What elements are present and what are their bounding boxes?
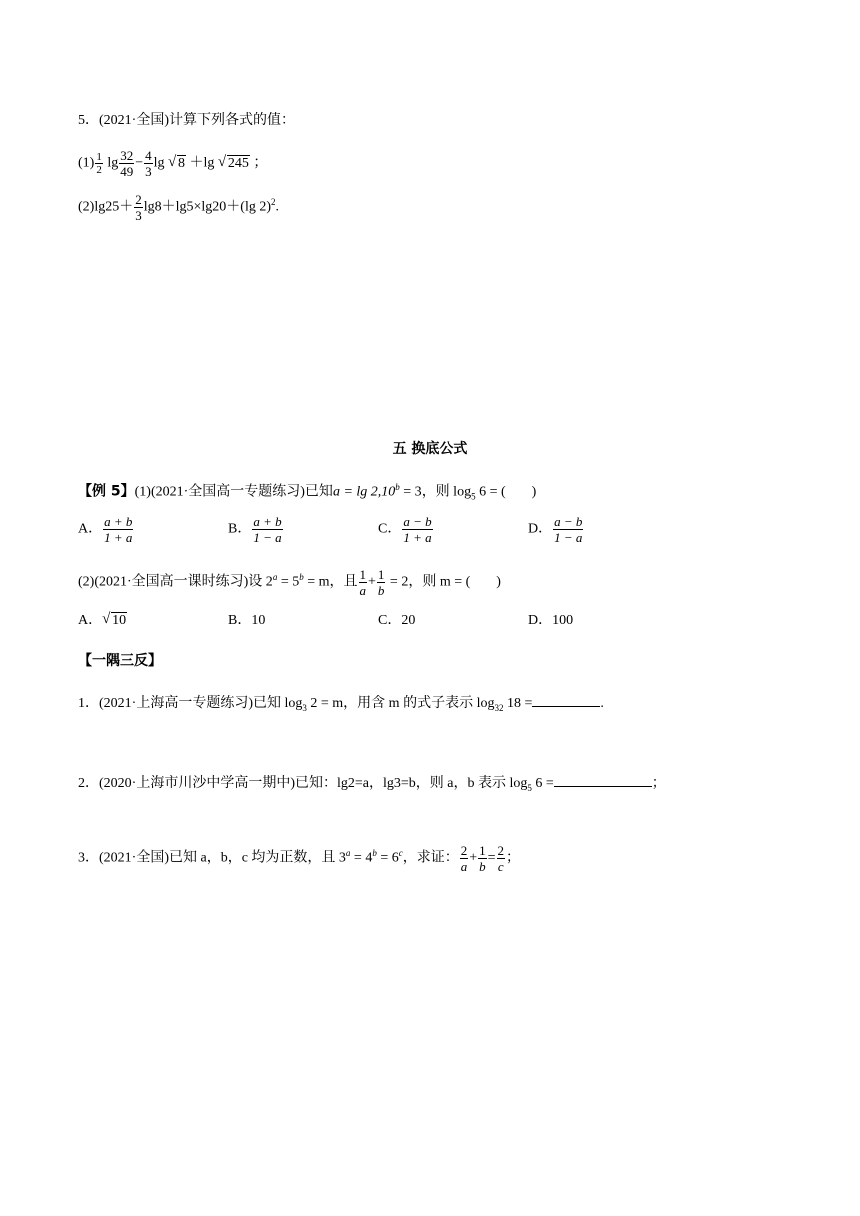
p2-plus: + bbox=[368, 574, 376, 590]
lg-3: lg bbox=[203, 155, 215, 171]
answer-blank[interactable] bbox=[554, 772, 652, 787]
option-c-2[interactable] bbox=[378, 611, 415, 631]
q3-f2-den: b bbox=[479, 859, 486, 874]
option-fraction bbox=[402, 514, 432, 545]
practice-q3-e1: a bbox=[345, 848, 351, 859]
p2-fraction-1 bbox=[359, 567, 368, 598]
practice-q1 bbox=[78, 692, 604, 718]
q3-f1-den: a bbox=[460, 859, 468, 874]
part2-rest: lg8＋lg5×lg20＋(lg 2) bbox=[143, 199, 271, 215]
option-den: 1 − a bbox=[253, 530, 282, 545]
p2-f2-den: b bbox=[377, 583, 385, 598]
sqrt-245 bbox=[218, 154, 250, 174]
option-a-2[interactable] bbox=[78, 611, 127, 631]
option-letter: C． bbox=[378, 521, 402, 537]
section-title: 五 换底公式 bbox=[392, 441, 468, 457]
option-fraction bbox=[252, 514, 282, 545]
option-letter: D． bbox=[528, 613, 553, 628]
practice-q2-end: ； bbox=[651, 776, 666, 791]
option-letter: B． bbox=[228, 613, 252, 628]
q5-part1-label: (1) bbox=[78, 155, 95, 171]
option-fraction bbox=[553, 514, 583, 545]
half-fraction bbox=[95, 151, 103, 176]
minus: − bbox=[135, 155, 144, 171]
option-a-1[interactable] bbox=[78, 514, 134, 545]
part2-frac-num: 2 bbox=[135, 192, 142, 207]
example5-p1-then: ，则 log bbox=[421, 484, 472, 500]
example5-p2-exp-a: a bbox=[272, 572, 278, 583]
option-num: a − b bbox=[554, 514, 583, 529]
option-den: 1 − a bbox=[554, 530, 583, 545]
practice-q3-stem: 3．(2021·全国)已知 a，b，c 均为正数，且 3 bbox=[78, 850, 346, 866]
option-num: a + b bbox=[253, 514, 282, 529]
q3-fraction-3 bbox=[497, 843, 506, 874]
part2-label: (2)lg25＋ bbox=[78, 199, 134, 215]
fraction-2-3 bbox=[134, 192, 143, 223]
practice-q3-m1: = 4 bbox=[350, 850, 373, 866]
option-den: 1 + a bbox=[403, 530, 432, 545]
example5-p2-end: = m，且 bbox=[303, 574, 358, 590]
option-letter: B． bbox=[228, 521, 252, 537]
part2-exp: 2 bbox=[271, 197, 276, 208]
practice-q1-mid: 2 = m，用含 m 的式子表示 log bbox=[306, 696, 495, 711]
option-num: a − b bbox=[403, 514, 432, 529]
practice-q1-base1: 3 bbox=[302, 702, 307, 713]
practice-q2-arg: 6 = bbox=[531, 776, 554, 791]
option-letter: A． bbox=[78, 521, 103, 537]
practice-q1-end: . bbox=[600, 696, 604, 711]
option-b-1[interactable] bbox=[228, 514, 284, 545]
q3-eq: = bbox=[487, 850, 496, 866]
frac1-num: 32 bbox=[120, 148, 134, 163]
option-den: 1 + a bbox=[104, 530, 133, 545]
example5-p1-cond: a = lg 2,10 bbox=[332, 484, 396, 500]
q3-plus: + bbox=[469, 850, 478, 866]
sqrt-8-radicand: 8 bbox=[178, 155, 186, 171]
q3-fraction-1 bbox=[460, 843, 469, 874]
example5-p2-close: ) bbox=[496, 574, 501, 590]
option-d-2[interactable] bbox=[528, 611, 573, 631]
part1-end: ； bbox=[253, 155, 268, 171]
practice-q2 bbox=[78, 772, 666, 798]
practice-q1-base2: 32 bbox=[494, 702, 504, 713]
practice-q3-m2: = 6 bbox=[376, 850, 399, 866]
q3-f3-den: c bbox=[497, 859, 504, 874]
sqrt-245-radicand: 245 bbox=[227, 155, 249, 171]
q3-fraction-2 bbox=[478, 843, 487, 874]
answer-blank[interactable] bbox=[532, 692, 600, 707]
half-den: 2 bbox=[96, 164, 102, 176]
q5-stem-text: 5．(2021·全国)计算下列各式的值： bbox=[78, 113, 295, 128]
q3-f3-num: 2 bbox=[497, 843, 505, 858]
example5-part1 bbox=[78, 477, 536, 506]
practice-q3-prove: ，求证： bbox=[402, 850, 459, 866]
plus-1: ＋ bbox=[189, 155, 204, 171]
example5-p1-close: ) bbox=[531, 484, 537, 500]
practice-q2-stem: 2．(2020·上海市川沙中学高一期中)已知：lg2=a，lg3=b，则 a，b 表示 log bbox=[78, 776, 528, 791]
option-letter: D． bbox=[528, 521, 553, 537]
practice-title: 【一隅三反】 bbox=[78, 653, 162, 669]
practice-q3-e3: c bbox=[398, 848, 403, 859]
option-value: 100 bbox=[552, 613, 574, 628]
p2-f1-num: 1 bbox=[359, 567, 367, 582]
p2-f1-den: a bbox=[359, 583, 367, 598]
lg-2: lg bbox=[153, 155, 165, 171]
example5-p1-exp: b bbox=[395, 482, 400, 492]
sqrt-10-radicand: 10 bbox=[112, 613, 127, 628]
practice-q3-end: ； bbox=[506, 850, 521, 866]
q3-f2-num: 1 bbox=[479, 843, 486, 858]
q5-part1 bbox=[78, 148, 267, 179]
q3-f1-num: 2 bbox=[460, 843, 468, 858]
practice-q3-e2: b bbox=[372, 848, 377, 859]
example5-p1-cond-end: = 3 bbox=[399, 484, 422, 500]
example5-p2-eq: = 2，则 m = ( bbox=[386, 574, 471, 590]
example5-p1-stem: (1)(2021·全国高一专题练习)已知 bbox=[134, 484, 333, 500]
part2-frac-den: 3 bbox=[135, 208, 142, 223]
example5-part2 bbox=[78, 567, 501, 598]
option-letter: A． bbox=[78, 613, 103, 628]
sqrt-10 bbox=[102, 611, 127, 631]
practice-q2-base: 5 bbox=[527, 782, 532, 793]
option-c-1[interactable] bbox=[378, 514, 434, 545]
option-d-1[interactable] bbox=[528, 514, 584, 545]
lg-1: lg bbox=[107, 155, 119, 171]
half-num: 1 bbox=[96, 151, 102, 163]
fraction-4-3 bbox=[144, 148, 153, 179]
p2-f2-num: 1 bbox=[377, 567, 385, 582]
option-b-2[interactable] bbox=[228, 611, 265, 631]
example5-p1-arg: 6 = ( bbox=[475, 484, 506, 500]
option-fraction bbox=[103, 514, 133, 545]
frac1-den: 49 bbox=[120, 164, 134, 179]
example-tag: 【例 5】 bbox=[78, 483, 135, 500]
option-value: 20 bbox=[401, 613, 416, 628]
option-letter: C． bbox=[378, 613, 402, 628]
frac2-den: 3 bbox=[145, 164, 152, 179]
frac2-num: 4 bbox=[145, 148, 152, 163]
fraction-32-49 bbox=[119, 148, 134, 179]
q5-stem bbox=[78, 111, 295, 131]
sqrt-8 bbox=[168, 154, 186, 174]
part2-end: . bbox=[275, 199, 279, 215]
example5-p1-base: 5 bbox=[471, 491, 476, 502]
option-value: 10 bbox=[251, 613, 266, 628]
practice-q1-stem: 1．(2021·上海高一专题练习)已知 log bbox=[78, 696, 303, 711]
practice-q1-arg: 18 = bbox=[503, 696, 533, 711]
p2-fraction-2 bbox=[377, 567, 386, 598]
q5-part2 bbox=[78, 192, 279, 223]
practice-q3 bbox=[78, 843, 520, 874]
example5-p2-mid: = 5 bbox=[277, 574, 300, 590]
example5-p2-stem: (2)(2021·全国高一课时练习)设 2 bbox=[78, 574, 273, 590]
option-num: a + b bbox=[104, 514, 133, 529]
example5-p2-exp-b: b bbox=[299, 572, 304, 583]
